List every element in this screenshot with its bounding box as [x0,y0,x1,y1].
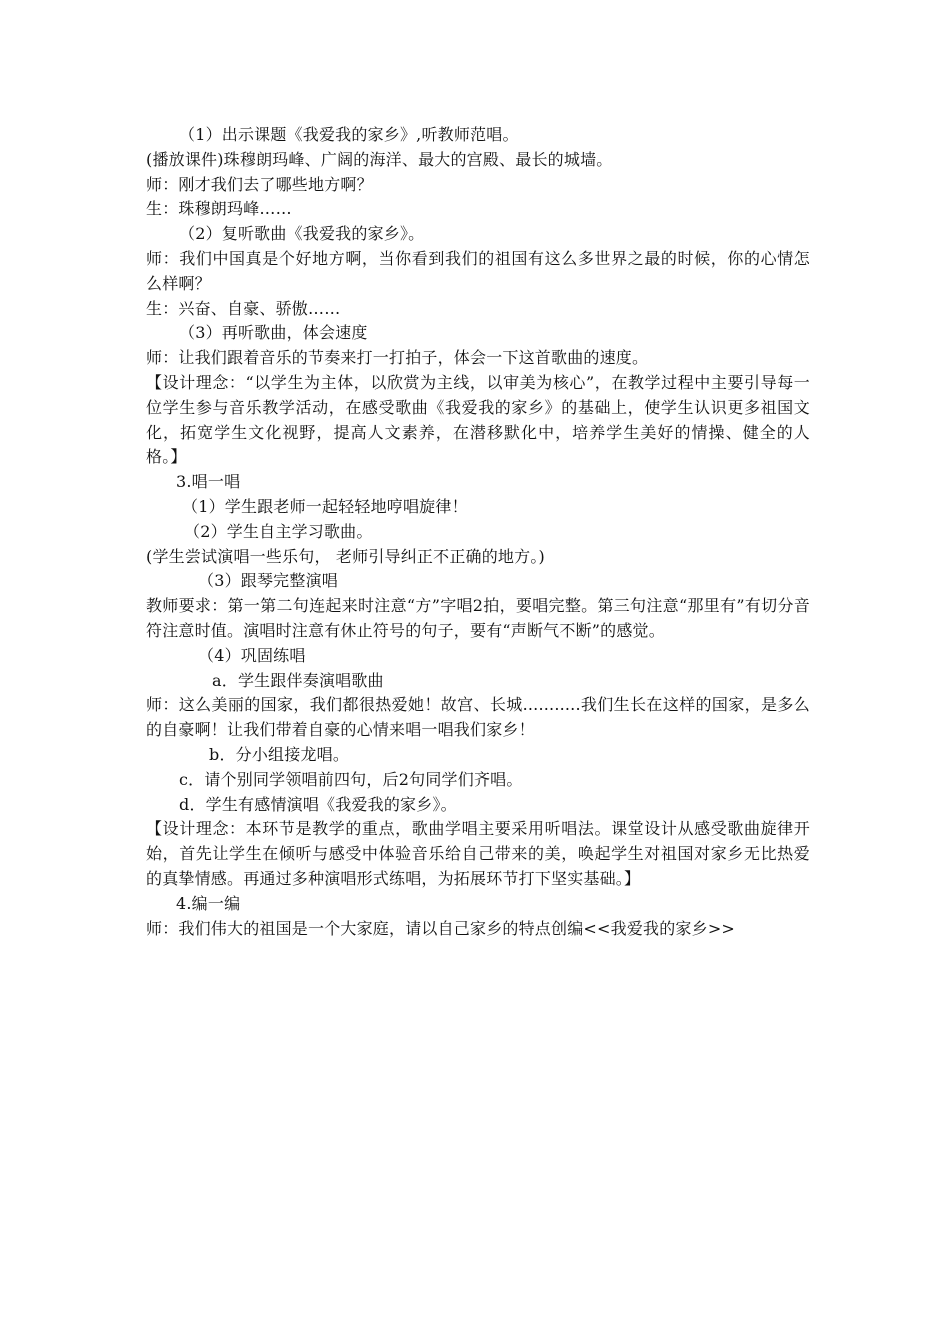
design-concept-2: 【设计理念：本环节是教学的重点，歌曲学唱主要采用听唱法。课堂设计从感受歌曲旋律开始，首先让学生在倾听与感受中体验音乐给自己带来的美，唤起学生对祖国对家乡无比热爱的真挚情感。再通过多种演唱形式练唱，为拓展环节打下坚实基础。】 [146,819,810,888]
design-concept-1: 【设计理念：“以学生为主体，以欣赏为主线，以审美为核心”，在教学过程中主要引导每一位学生参与音乐教学活动，在感受歌曲《我爱我的家乡》的基础上，使学生认识更多祖国文化，拓宽学生文化视野，提高人文素养，在潜移默化中，培养学生美好的情操、健全的人格。】 [146,372,810,467]
teacher-question-feelings: 师：我们中国真是个好地方啊，当你看到我们的祖国有这么多世界之最的时候，你的心情怎么样啊？ [146,248,810,293]
sing-step-3: （3）跟琴完整演唱 [198,571,338,591]
practice-b: b．分小组接龙唱。 [209,744,350,764]
teacher-requirements: 教师要求：第一第二句连起来时注意“方”字唱2拍，要唱完整。第三句注意“那里有”有切分音符注意时值。演唱时注意有休止符号的句子，要有“声断气不断”的感觉。 [146,596,810,640]
sing-step-4: （4）巩固练唱 [198,645,306,665]
section-3-heading: 3.唱一唱 [176,472,241,492]
courseware-note: (播放课件)珠穆朗玛峰、广阔的海洋、最大的宫殿、最长的城墙。 [146,149,613,169]
step-2-listen-again: （2）复听歌曲《我爱我的家乡》。 [179,224,425,244]
student-answer-feelings: 生：兴奋、自豪、骄傲…… [146,298,341,318]
teacher-question-places: 师：刚才我们去了哪些地方啊？ [146,174,373,194]
teacher-create-instruction: 师：我们伟大的祖国是一个大家庭，请以自己家乡的特点创编<<我爱我的家乡>> [146,918,736,938]
sing-note: (学生尝试演唱一些乐句， 老师引导纠正不正确的地方。) [146,546,545,566]
section-4-heading: 4.编一编 [176,893,241,913]
practice-a: a．学生跟伴奏演唱歌曲 [212,670,384,690]
document-body [146,123,810,941]
practice-d: d．学生有感情演唱《我爱我的家乡》。 [179,794,457,814]
practice-c: c．请个别同学领唱前四句，后2句同学们齐唱。 [179,769,523,789]
sing-step-2: （2）学生自主学习歌曲。 [184,521,373,541]
teacher-clap-instruction: 师：让我们跟着音乐的节奏来打一打拍子，体会一下这首歌曲的速度。 [146,348,649,368]
teacher-country-speech: 师：这么美丽的国家，我们都很热爱她！故宫、长城...........我们生长在这样的国家，是多么的自豪啊！让我们带着自豪的心情来唱一唱我们家乡！ [146,695,810,740]
step-1-show-title: （1）出示课题《我爱我的家乡》,听教师范唱。 [179,125,519,144]
sing-step-1: （1）学生跟老师一起轻轻地哼唱旋律！ [182,496,468,516]
student-answer-places: 生：珠穆朗玛峰…… [146,199,292,219]
step-3-tempo: （3）再听歌曲，体会速度 [179,323,368,343]
